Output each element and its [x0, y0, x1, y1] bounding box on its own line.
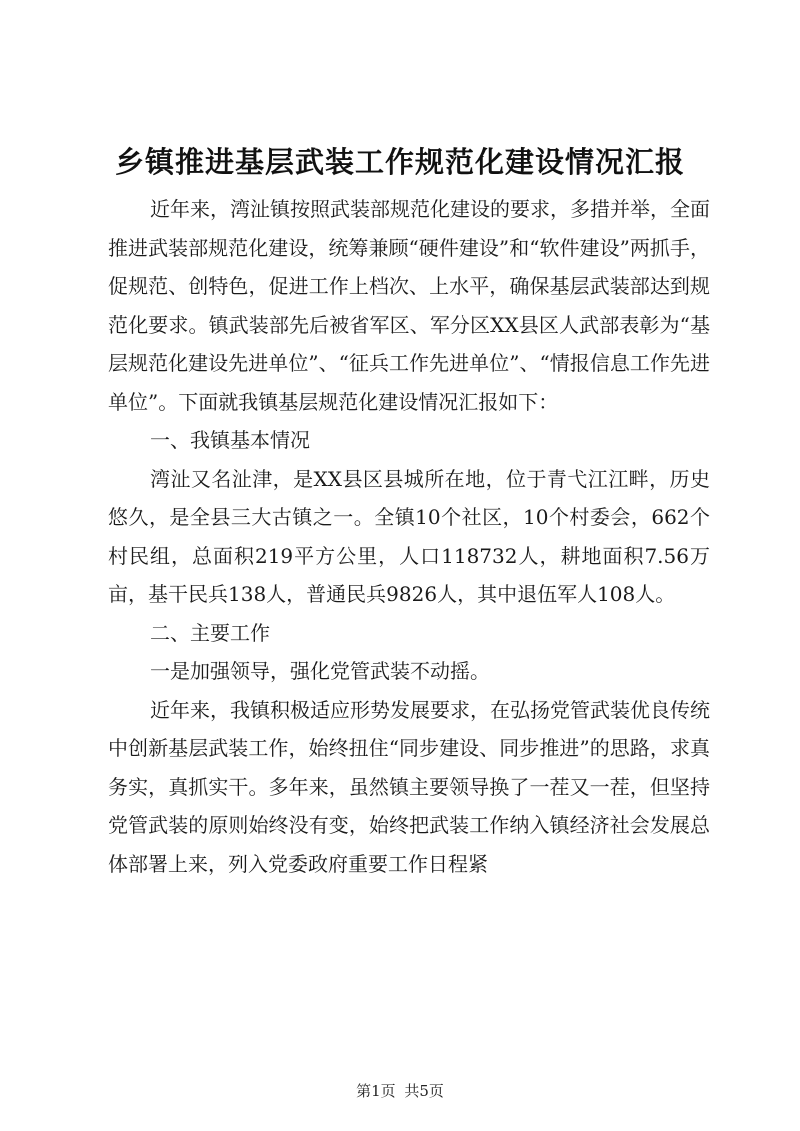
paragraph-leadership: 近年来，我镇积极适应形势发展要求，在弘扬党管武装优良传统中创新基层武装工作，始终扭住“同步建设、同步推进”的思路，求真务实，真抓实干。多年来，虽然镇主要领导换了一茬又一茬，但坚持党管武装的原则始终没有变，始终把武装工作纳入镇经济社会发展总体部署上来，列入党委政府重要工作日程紧 — [108, 697, 710, 876]
paragraph-basic-info: 湾沚又名沚津，是XX县区县城所在地，位于青弋江江畔，历史悠久，是全县三大古镇之一。全镇10个社区，10个村委会，662个村民组，总面积219平方公里，人口118732人，耕地面积7.56万亩，基干民兵138人，普通民兵9826人，其中退伍军人108人。 — [108, 466, 710, 606]
page-total: 共5页 — [404, 1082, 444, 1100]
document-title: 乡镇推进基层武装工作规范化建设情况汇报 — [114, 145, 685, 179]
paragraph-intro: 近年来，湾沚镇按照武装部规范化建设的要求，多措并举，全面推进武装部规范化建设，统筹兼顾“硬件建设”和“软件建设”两抓手，促规范、创特色，促进工作上档次、上水平，确保基层武装部达到规范化要求。镇武装部先后被省军区、军分区XX县区人武部表彰为“基层规范化建设先进单位”、“征兵工作先进单位”、“情报信息工作先进单位”。下面就我镇基层规范化建设情况汇报如下： — [108, 197, 710, 414]
page-footer — [0, 1080, 800, 1101]
section-heading-basic-info: 一、我镇基本情况 — [150, 428, 310, 452]
document-body — [108, 190, 710, 883]
paragraph-subheading-leadership: 一是加强领导，强化党管武装不动摇。 — [150, 659, 490, 683]
page-number: 第1页 — [356, 1082, 396, 1100]
section-heading-main-work: 二、主要工作 — [150, 620, 270, 645]
